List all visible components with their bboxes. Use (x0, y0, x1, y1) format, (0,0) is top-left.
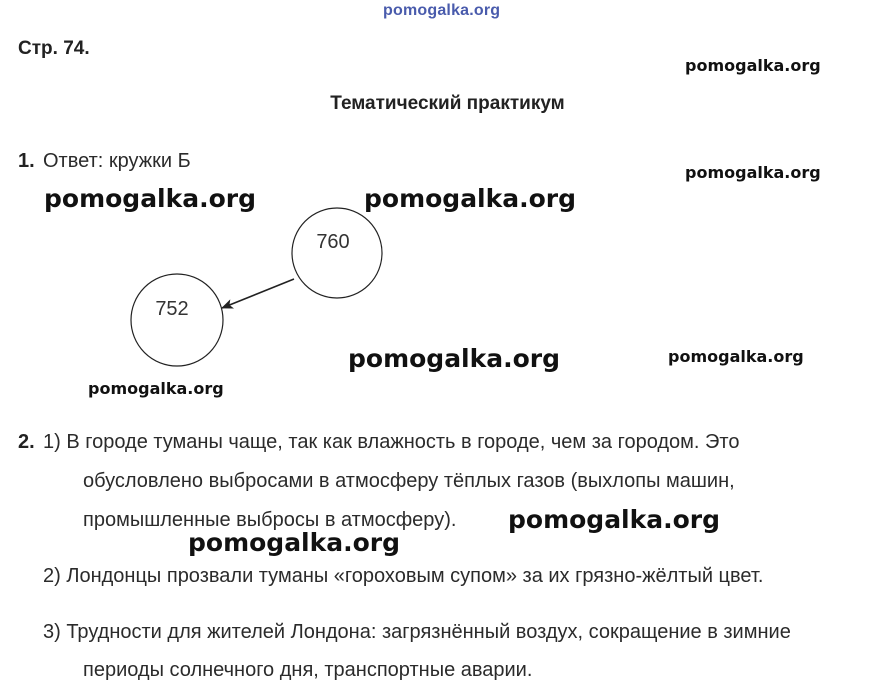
circle-bottom-label: 752 (155, 298, 189, 320)
question-2-item-1-line-2: обусловлено выбросами в атмосферу тёплых газов (выхлопы машин, (83, 470, 735, 492)
watermark-mid-big: pomogalka.org (348, 344, 561, 373)
circle-top-label: 760 (316, 231, 350, 253)
question-2-item-1-line-1: 1) В городе туманы чаще, так как влажность в городе, чем за городом. Это (43, 431, 740, 453)
circle-bottom (131, 274, 223, 366)
watermark-q2-left: pomogalka.org (188, 528, 401, 557)
watermark-left-small: pomogalka.org (88, 379, 224, 398)
question-2-number: 2. (18, 431, 35, 453)
question-1-number: 1. (18, 150, 35, 172)
watermark-center-big: pomogalka.org (364, 184, 577, 213)
watermark-top: pomogalka.org (383, 2, 501, 19)
watermark-right-3: pomogalka.org (668, 347, 804, 366)
page-heading: Тематический практикум (330, 93, 565, 114)
question-2-item-3-line-1: 3) Трудности для жителей Лондона: загрязнённый воздух, сокращение в зимние (43, 621, 791, 643)
arrow (222, 279, 294, 308)
question-2-item-3-line-2: периоды солнечного дня, транспортные аварии. (83, 659, 533, 681)
watermark-right-2: pomogalka.org (685, 163, 821, 182)
question-2-item-1-line-3: промышленные выбросы в атмосферу). (83, 509, 457, 531)
watermark-right-1: pomogalka.org (685, 56, 821, 75)
watermark-q2-right: pomogalka.org (508, 505, 721, 534)
watermark-left-big: pomogalka.org (44, 184, 257, 213)
circle-top (292, 208, 382, 298)
question-2-item-2: 2) Лондонцы прозвали туманы «гороховым супом» за их грязно-жёлтый цвет. (43, 565, 764, 587)
question-1-answer: Ответ: кружки Б (43, 150, 191, 172)
page-number: Стр. 74. (18, 38, 90, 59)
